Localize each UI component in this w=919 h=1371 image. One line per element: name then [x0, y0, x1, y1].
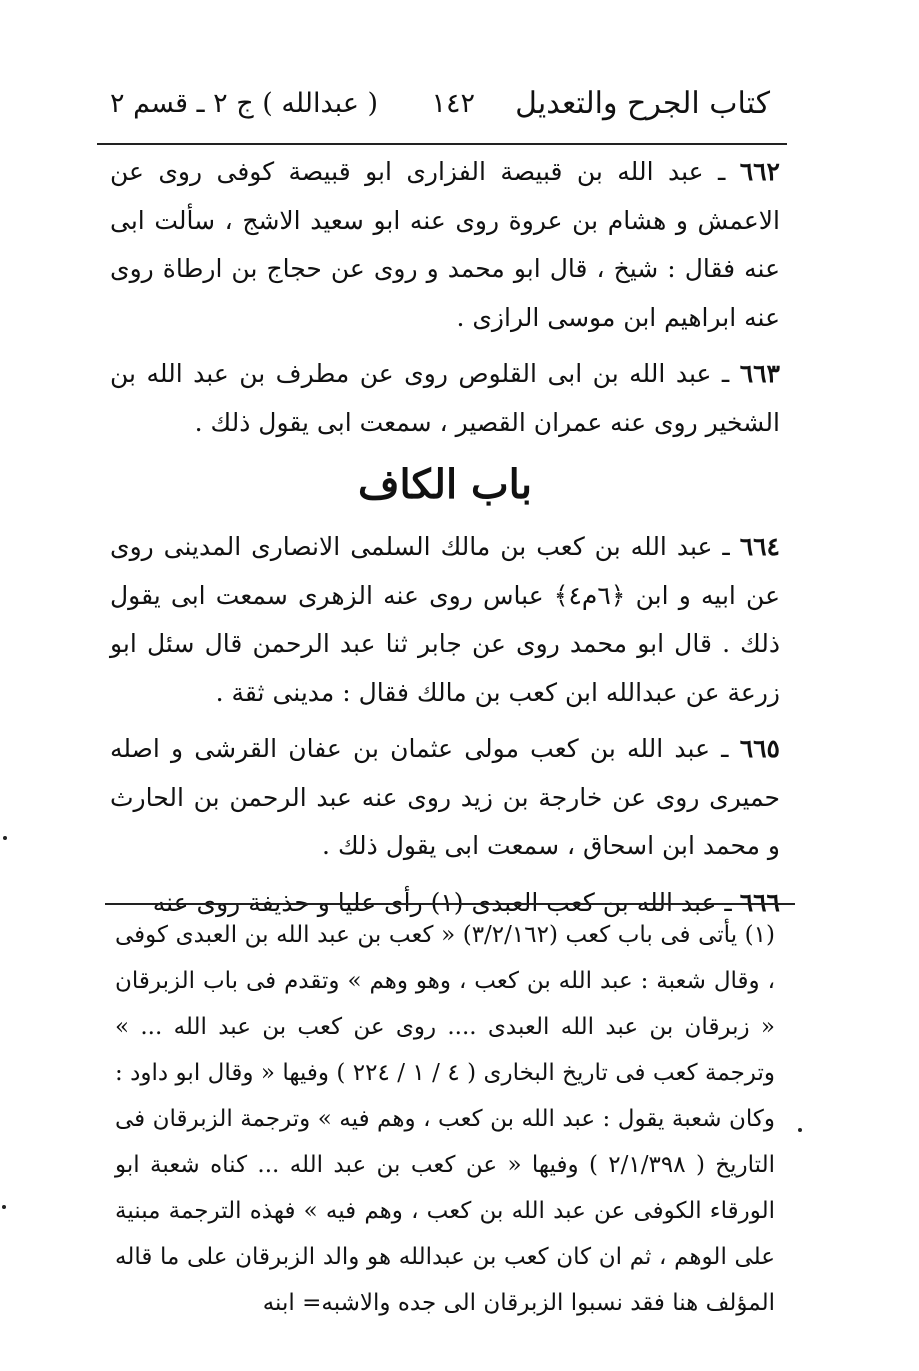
volume-info: ( عبدالله ) ج ٢ ـ قسم ٢ [110, 88, 379, 119]
entry-text: ـ عبد الله بن كعب بن مالك السلمى الانصارى المدينى روى عن ابيه و ابن ﴿٦م٤﴾ عباس روى عنه الزهرى سمعت ابى يقول ذلك . قال ابو محمد روى عن جابر ثنا عبد الرحمن قال سئل ابو زرعة عن عبدالله ابن كعب بن مالك فقال : مدينى ثقة . [110, 532, 780, 707]
running-header [100, 80, 780, 136]
entry-text: ـ عبد الله بن كعب العبدى (١) رأى عليا و حذيفة روى عنه [152, 887, 732, 917]
page-number: ١٤٢ [431, 88, 475, 119]
footnote [115, 912, 775, 1326]
entry-text: ـ عبد الله بن قبيصة الفزارى ابو قبيصة كوفى روى عن الاعمش و هشام بن عروة روى عنه ابو سعيد الاشج ، سألت ابى عنه فقال : شيخ ، قال ابو محمد و روى عن حجاج بن ارطاة روى عنه ابراهيم ابن موسى الرازى . [110, 157, 780, 332]
entry-664 [110, 523, 780, 717]
entry-665 [110, 725, 780, 871]
entry-number: ٦٦٢ [739, 157, 780, 186]
main-text [110, 148, 780, 935]
header-rule [97, 143, 787, 145]
section-heading: باب الكاف [358, 461, 532, 508]
entry-number: ٦٦٤ [739, 532, 780, 561]
scan-speck [798, 1128, 802, 1132]
footnote-rule [105, 903, 795, 905]
footnote-text: (١) يأتى فى باب كعب (٣/٢/١٦٢) « كعب بن عبد الله بن العبدى كوفى ، وقال شعبة : عبد الله بن كعب ، وهو وهم » وتقدم فى باب الزبرقان « زبرقان بن عبد الله العبدى .... روى عن كعب بن عبد الله ... » وترجمة كعب فى تاريخ البخارى ( ٤ / ١ / ٢٢٤ ) وفيها « وقال ابو داود : وكان شعبة يقول : عبد الله بن كعب ، وهم فيه » وترجمة الزبرقان فى التاريخ ( ٢/١/٣٩٨ ) وفيها « عن كعب بن عبد الله ... كناه شعبة ابو الورقاء الكوفى عن عبد الله بن كعب ، وهم فيه » فهذه الترجمة مبنية على الوهم ، ثم ان كان كعب بن عبدالله هو والد الزبرقان على ما قاله المؤلف هنا فقد نسبوا الزبرقان الى جده والاشبه= ابنه [115, 922, 775, 1316]
entry-number: ٦٦٣ [739, 359, 780, 388]
book-title: كتاب الجرح والتعديل [515, 86, 770, 121]
scan-speck [3, 836, 7, 840]
entry-text: ـ عبد الله بن كعب مولى عثمان بن عفان القرشى و اصله حميرى روى عن خارجة بن زيد روى عنه عبد الرحمن بن الحارث و محمد ابن اسحاق ، سمعت ابى يقول ذلك . [110, 734, 780, 860]
entry-662 [110, 148, 780, 342]
entry-number: ٦٦٥ [739, 734, 780, 763]
entry-text: ـ عبد الله بن ابى القلوص روى عن مطرف بن عبد الله بن الشخير روى عنه عمران القصير ، سمعت ابى يقول ذلك . [110, 359, 780, 437]
scan-speck [2, 1205, 6, 1209]
entry-663 [110, 350, 780, 447]
entry-number: ٦٦٦ [739, 887, 780, 917]
